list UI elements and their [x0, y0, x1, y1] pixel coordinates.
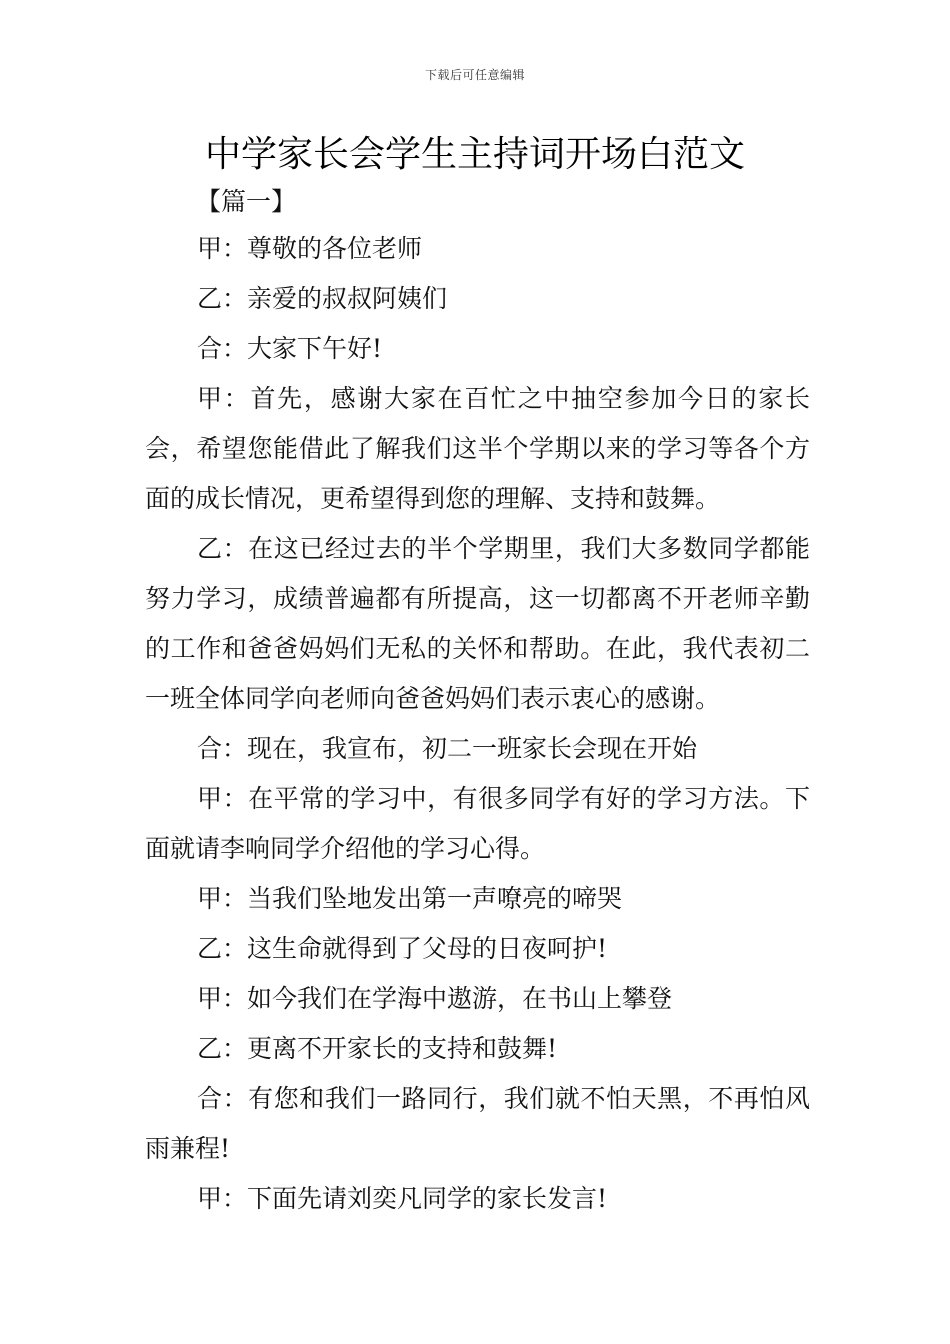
- paragraph: 甲：在平常的学习中，有很多同学有好的学习方法。下面就请李响同学介绍他的学习心得。: [145, 784, 810, 863]
- document-title: 中学家长会学生主持词开场白范文: [204, 134, 745, 175]
- paragraph: 乙：更离不开家长的支持和鼓舞!: [197, 1034, 558, 1063]
- paragraph: 甲：下面先请刘奕凡同学的家长发言!: [197, 1184, 608, 1213]
- paragraph: 甲：如今我们在学海中遨游，在书山上攀登: [197, 984, 673, 1013]
- paragraph: 甲：首先，感谢大家在百忙之中抽空参加今日的家长会，希望您能借此了解我们这半个学期以来的学习等各个方面的成长情况，更希望得到您的理解、支持和鼓舞。: [145, 384, 810, 513]
- paragraph: 乙：在这已经过去的半个学期里，我们大多数同学都能努力学习，成绩普遍都有所提高，这一切都离不开老师辛勤的工作和爸爸妈妈们无私的关怀和帮助。在此，我代表初二一班全体同学向老师向爸爸妈妈们表示衷心的感谢。: [145, 534, 810, 713]
- header-note: 下载后可任意编辑: [424, 68, 525, 82]
- paragraph: 合：大家下午好!: [197, 334, 383, 363]
- paragraph: 甲：当我们坠地发出第一声嘹亮的啼哭: [197, 884, 623, 913]
- section-label: 【篇一】: [196, 187, 297, 216]
- paragraph: 乙：亲爱的叔叔阿姨们: [197, 284, 448, 313]
- document-body: [145, 224, 810, 1224]
- paragraph: 甲：尊敬的各位老师: [197, 234, 423, 263]
- paragraph: 乙：这生命就得到了父母的日夜呵护!: [197, 934, 608, 963]
- paragraph: 合：有您和我们一路同行，我们就不怕天黑，不再怕风雨兼程!: [145, 1084, 810, 1163]
- paragraph: 合：现在，我宣布，初二一班家长会现在开始: [197, 734, 698, 763]
